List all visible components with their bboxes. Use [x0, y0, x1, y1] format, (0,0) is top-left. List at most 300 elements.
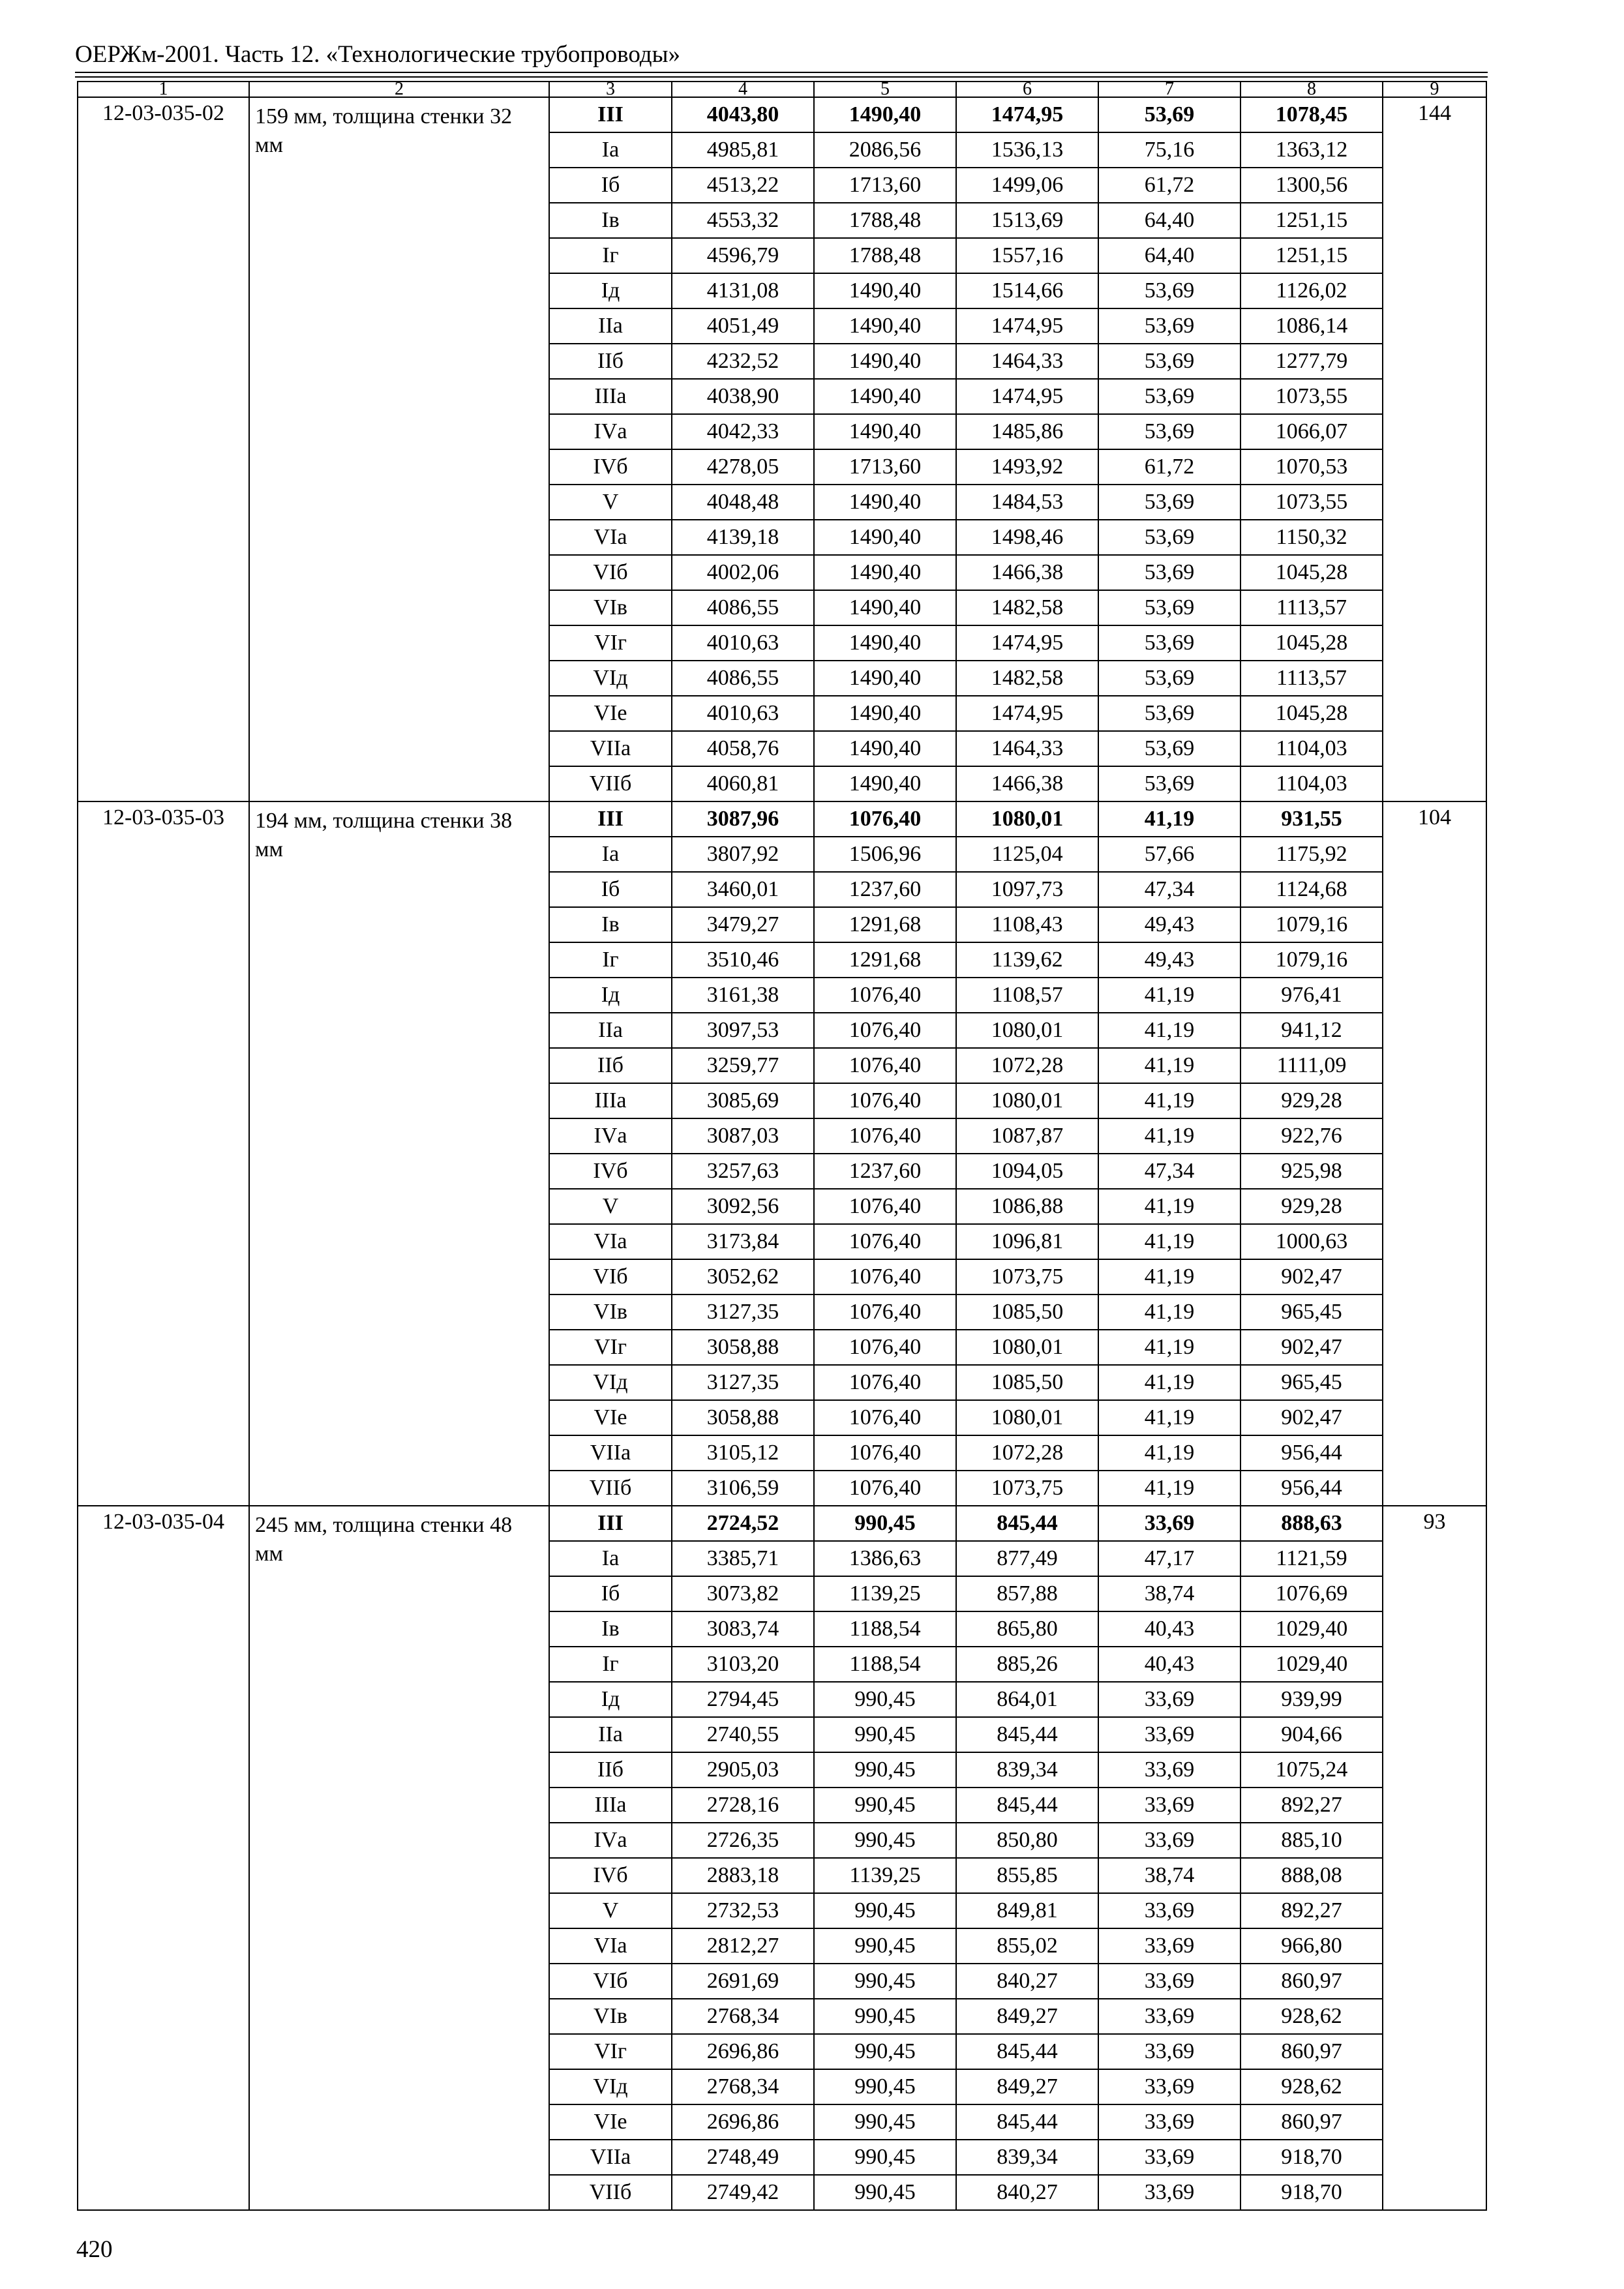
materials-cell: 1079,16 [1241, 942, 1383, 978]
total-cost-cell: 3058,88 [672, 1400, 814, 1435]
materials-cell: 892,27 [1241, 1893, 1383, 1928]
wages-cell: 1490,40 [814, 379, 956, 414]
column-9-value: 144 [1383, 97, 1486, 801]
materials-cell: 941,12 [1241, 1013, 1383, 1048]
materials-cell: 1175,92 [1241, 837, 1383, 872]
machinists-wages-cell: 41,19 [1098, 1048, 1241, 1083]
zone-cell: VIг [549, 1330, 672, 1365]
materials-cell: 1363,12 [1241, 132, 1383, 168]
machines-cell: 1474,95 [956, 696, 1098, 731]
machinists-wages-cell: 64,40 [1098, 203, 1241, 238]
rate-description: 245 мм, толщина стенки 48 мм [249, 1506, 549, 2210]
wages-cell: 1490,40 [814, 520, 956, 555]
materials-cell: 1111,09 [1241, 1048, 1383, 1083]
zone-cell: IIIа [549, 1083, 672, 1118]
wages-cell: 1076,40 [814, 801, 956, 837]
machines-cell: 1080,01 [956, 1013, 1098, 1048]
machines-cell: 1096,81 [956, 1224, 1098, 1259]
total-cost-cell: 3479,27 [672, 907, 814, 942]
machinists-wages-cell: 41,19 [1098, 1224, 1241, 1259]
wages-cell: 1291,68 [814, 907, 956, 942]
wages-cell: 1713,60 [814, 168, 956, 203]
machinists-wages-cell: 33,69 [1098, 2069, 1241, 2104]
wages-cell: 1076,40 [814, 1294, 956, 1330]
zone-cell: IIа [549, 308, 672, 344]
materials-cell: 928,62 [1241, 2069, 1383, 2104]
zone-cell: VIIа [549, 731, 672, 766]
wages-cell: 1076,40 [814, 1365, 956, 1400]
machines-cell: 1080,01 [956, 1330, 1098, 1365]
machines-cell: 845,44 [956, 2104, 1098, 2140]
wages-cell: 1076,40 [814, 978, 956, 1013]
wages-cell: 1076,40 [814, 1083, 956, 1118]
total-cost-cell: 3087,03 [672, 1118, 814, 1154]
materials-cell: 1000,63 [1241, 1224, 1383, 1259]
materials-cell: 939,99 [1241, 1682, 1383, 1717]
zone-cell: IVб [549, 1154, 672, 1189]
machines-cell: 1086,88 [956, 1189, 1098, 1224]
zone-cell: III [549, 1506, 672, 1541]
total-cost-cell: 3092,56 [672, 1189, 814, 1224]
materials-cell: 904,66 [1241, 1717, 1383, 1752]
machinists-wages-cell: 33,69 [1098, 1893, 1241, 1928]
machines-cell: 1557,16 [956, 238, 1098, 273]
materials-cell: 1277,79 [1241, 344, 1383, 379]
machinists-wages-cell: 53,69 [1098, 520, 1241, 555]
zone-cell: Iа [549, 837, 672, 872]
zone-cell: VIб [549, 1259, 672, 1294]
total-cost-cell: 2696,86 [672, 2034, 814, 2069]
materials-cell: 1150,32 [1241, 520, 1383, 555]
materials-cell: 888,63 [1241, 1506, 1383, 1541]
machinists-wages-cell: 47,34 [1098, 1154, 1241, 1189]
machinists-wages-cell: 41,19 [1098, 1471, 1241, 1506]
wages-cell: 1188,54 [814, 1647, 956, 1682]
materials-cell: 1070,53 [1241, 449, 1383, 485]
machines-cell: 1513,69 [956, 203, 1098, 238]
column-number-row [78, 82, 1486, 97]
zone-cell: IVа [549, 1823, 672, 1858]
machinists-wages-cell: 38,74 [1098, 1576, 1241, 1611]
machinists-wages-cell: 57,66 [1098, 837, 1241, 872]
machinists-wages-cell: 41,19 [1098, 1259, 1241, 1294]
machinists-wages-cell: 49,43 [1098, 907, 1241, 942]
wages-cell: 990,45 [814, 1717, 956, 1752]
machinists-wages-cell: 33,69 [1098, 1752, 1241, 1788]
machines-cell: 1139,62 [956, 942, 1098, 978]
materials-cell: 1045,28 [1241, 555, 1383, 590]
machines-cell: 1108,43 [956, 907, 1098, 942]
total-cost-cell: 2768,34 [672, 2069, 814, 2104]
total-cost-cell: 3073,82 [672, 1576, 814, 1611]
machinists-wages-cell: 33,69 [1098, 1964, 1241, 1999]
materials-cell: 1113,57 [1241, 661, 1383, 696]
wages-cell: 1386,63 [814, 1541, 956, 1576]
machinists-wages-cell: 33,69 [1098, 1506, 1241, 1541]
wages-cell: 990,45 [814, 1788, 956, 1823]
machinists-wages-cell: 33,69 [1098, 1717, 1241, 1752]
total-cost-cell: 4596,79 [672, 238, 814, 273]
wages-cell: 1490,40 [814, 766, 956, 801]
materials-cell: 1029,40 [1241, 1611, 1383, 1647]
total-cost-cell: 3259,77 [672, 1048, 814, 1083]
total-cost-cell: 3105,12 [672, 1435, 814, 1471]
table-body [78, 82, 1486, 2210]
machinists-wages-cell: 53,69 [1098, 308, 1241, 344]
zone-cell: IIб [549, 1752, 672, 1788]
machines-cell: 1474,95 [956, 97, 1098, 132]
wages-cell: 1139,25 [814, 1576, 956, 1611]
machinists-wages-cell: 53,69 [1098, 344, 1241, 379]
zone-cell: VIе [549, 1400, 672, 1435]
materials-cell: 860,97 [1241, 2104, 1383, 2140]
materials-cell: 1104,03 [1241, 731, 1383, 766]
zone-cell: Iв [549, 1611, 672, 1647]
wages-cell: 2086,56 [814, 132, 956, 168]
wages-cell: 990,45 [814, 1964, 956, 1999]
total-cost-cell: 4086,55 [672, 590, 814, 625]
machines-cell: 850,80 [956, 1823, 1098, 1858]
machines-cell: 839,34 [956, 2140, 1098, 2175]
wages-cell: 1490,40 [814, 485, 956, 520]
total-cost-cell: 2794,45 [672, 1682, 814, 1717]
zone-cell: VIIб [549, 2175, 672, 2210]
zone-cell: IVб [549, 449, 672, 485]
zone-cell: VIIб [549, 766, 672, 801]
total-cost-cell: 2905,03 [672, 1752, 814, 1788]
machines-cell: 1072,28 [956, 1435, 1098, 1471]
zone-cell: V [549, 485, 672, 520]
page-number: 420 [76, 2236, 113, 2263]
total-cost-cell: 2696,86 [672, 2104, 814, 2140]
materials-cell: 956,44 [1241, 1435, 1383, 1471]
wages-cell: 1076,40 [814, 1259, 956, 1294]
machinists-wages-cell: 33,69 [1098, 2034, 1241, 2069]
materials-cell: 925,98 [1241, 1154, 1383, 1189]
materials-cell: 1113,57 [1241, 590, 1383, 625]
machinists-wages-cell: 47,34 [1098, 872, 1241, 907]
materials-cell: 860,97 [1241, 2034, 1383, 2069]
materials-cell: 1121,59 [1241, 1541, 1383, 1576]
total-cost-cell: 3087,96 [672, 801, 814, 837]
materials-cell: 918,70 [1241, 2175, 1383, 2210]
materials-cell: 929,28 [1241, 1083, 1383, 1118]
rate-code: 12-03-035-04 [78, 1506, 249, 2210]
machinists-wages-cell: 53,69 [1098, 731, 1241, 766]
materials-cell: 885,10 [1241, 1823, 1383, 1858]
zone-cell: IIIа [549, 1788, 672, 1823]
wages-cell: 1490,40 [814, 555, 956, 590]
machinists-wages-cell: 41,19 [1098, 1083, 1241, 1118]
machinists-wages-cell: 41,19 [1098, 1330, 1241, 1365]
machinists-wages-cell: 49,43 [1098, 942, 1241, 978]
zone-cell: IIIа [549, 379, 672, 414]
wages-cell: 1713,60 [814, 449, 956, 485]
materials-cell: 929,28 [1241, 1189, 1383, 1224]
machinists-wages-cell: 41,19 [1098, 1013, 1241, 1048]
machines-cell: 1080,01 [956, 801, 1098, 837]
machines-cell: 1466,38 [956, 766, 1098, 801]
wages-cell: 990,45 [814, 1823, 956, 1858]
machinists-wages-cell: 41,19 [1098, 978, 1241, 1013]
wages-cell: 1237,60 [814, 872, 956, 907]
total-cost-cell: 4051,49 [672, 308, 814, 344]
total-cost-cell: 3127,35 [672, 1294, 814, 1330]
zone-cell: Iд [549, 273, 672, 308]
column-number: 3 [549, 82, 672, 97]
wages-cell: 990,45 [814, 1999, 956, 2034]
machinists-wages-cell: 33,69 [1098, 2104, 1241, 2140]
materials-cell: 902,47 [1241, 1400, 1383, 1435]
machines-cell: 1094,05 [956, 1154, 1098, 1189]
zone-cell: Iв [549, 907, 672, 942]
zone-cell: IIб [549, 344, 672, 379]
total-cost-cell: 3510,46 [672, 942, 814, 978]
wages-cell: 990,45 [814, 2104, 956, 2140]
total-cost-cell: 2748,49 [672, 2140, 814, 2175]
wages-cell: 990,45 [814, 2069, 956, 2104]
machines-cell: 1108,57 [956, 978, 1098, 1013]
machines-cell: 1080,01 [956, 1083, 1098, 1118]
materials-cell: 860,97 [1241, 1964, 1383, 1999]
wages-cell: 1076,40 [814, 1330, 956, 1365]
machinists-wages-cell: 64,40 [1098, 238, 1241, 273]
zone-cell: V [549, 1189, 672, 1224]
wages-cell: 1076,40 [814, 1048, 956, 1083]
table-row [78, 801, 1486, 837]
machinists-wages-cell: 41,19 [1098, 1400, 1241, 1435]
machinists-wages-cell: 53,69 [1098, 379, 1241, 414]
machines-cell: 1474,95 [956, 308, 1098, 344]
total-cost-cell: 4043,80 [672, 97, 814, 132]
zone-cell: VIг [549, 2034, 672, 2069]
header-rule-double [75, 76, 1488, 78]
zone-cell: Iв [549, 203, 672, 238]
machines-cell: 1125,04 [956, 837, 1098, 872]
wages-cell: 1490,40 [814, 344, 956, 379]
machinists-wages-cell: 41,19 [1098, 1294, 1241, 1330]
machines-cell: 849,27 [956, 1999, 1098, 2034]
wages-cell: 1788,48 [814, 203, 956, 238]
materials-cell: 1045,28 [1241, 625, 1383, 661]
wages-cell: 1490,40 [814, 731, 956, 766]
machines-cell: 864,01 [956, 1682, 1098, 1717]
zone-cell: VIе [549, 2104, 672, 2140]
machines-cell: 839,34 [956, 1752, 1098, 1788]
materials-cell: 1104,03 [1241, 766, 1383, 801]
total-cost-cell: 4985,81 [672, 132, 814, 168]
zone-cell: Iг [549, 238, 672, 273]
total-cost-cell: 3807,92 [672, 837, 814, 872]
wages-cell: 1490,40 [814, 308, 956, 344]
wages-cell: 990,45 [814, 1506, 956, 1541]
wages-cell: 1788,48 [814, 238, 956, 273]
materials-cell: 888,08 [1241, 1858, 1383, 1893]
zone-cell: IIа [549, 1013, 672, 1048]
total-cost-cell: 2724,52 [672, 1506, 814, 1541]
wages-cell: 990,45 [814, 1752, 956, 1788]
total-cost-cell: 3161,38 [672, 978, 814, 1013]
wages-cell: 1076,40 [814, 1400, 956, 1435]
zone-cell: Iг [549, 1647, 672, 1682]
wages-cell: 1139,25 [814, 1858, 956, 1893]
materials-cell: 965,45 [1241, 1294, 1383, 1330]
materials-cell: 931,55 [1241, 801, 1383, 837]
machines-cell: 1087,87 [956, 1118, 1098, 1154]
total-cost-cell: 2732,53 [672, 1893, 814, 1928]
machines-cell: 1080,01 [956, 1400, 1098, 1435]
header-rule [75, 72, 1488, 73]
zone-cell: Iб [549, 872, 672, 907]
zone-cell: VIIб [549, 1471, 672, 1506]
machines-cell: 1474,95 [956, 625, 1098, 661]
machines-cell: 1073,75 [956, 1259, 1098, 1294]
total-cost-cell: 4010,63 [672, 625, 814, 661]
total-cost-cell: 2749,42 [672, 2175, 814, 2210]
machines-cell: 1499,06 [956, 168, 1098, 203]
rate-code: 12-03-035-02 [78, 97, 249, 801]
wages-cell: 1490,40 [814, 590, 956, 625]
machines-cell: 845,44 [956, 1788, 1098, 1823]
wages-cell: 1291,68 [814, 942, 956, 978]
total-cost-cell: 4232,52 [672, 344, 814, 379]
machines-cell: 885,26 [956, 1647, 1098, 1682]
materials-cell: 902,47 [1241, 1330, 1383, 1365]
materials-cell: 922,76 [1241, 1118, 1383, 1154]
total-cost-cell: 4513,22 [672, 168, 814, 203]
zone-cell: III [549, 97, 672, 132]
machines-cell: 1085,50 [956, 1365, 1098, 1400]
materials-cell: 1251,15 [1241, 203, 1383, 238]
machines-cell: 840,27 [956, 1964, 1098, 1999]
zone-cell: IVа [549, 414, 672, 449]
zone-cell: Iд [549, 1682, 672, 1717]
total-cost-cell: 4278,05 [672, 449, 814, 485]
machinists-wages-cell: 40,43 [1098, 1611, 1241, 1647]
wages-cell: 1076,40 [814, 1471, 956, 1506]
machines-cell: 1485,86 [956, 414, 1098, 449]
total-cost-cell: 2728,16 [672, 1788, 814, 1823]
materials-cell: 1124,68 [1241, 872, 1383, 907]
materials-cell: 976,41 [1241, 978, 1383, 1013]
rates-table [77, 81, 1487, 2211]
machines-cell: 1482,58 [956, 661, 1098, 696]
zone-cell: Iа [549, 1541, 672, 1576]
zone-cell: VIб [549, 555, 672, 590]
total-cost-cell: 3173,84 [672, 1224, 814, 1259]
materials-cell: 1086,14 [1241, 308, 1383, 344]
page-header-title: ОЕРЖм-2001. Часть 12. «Технологические трубопроводы» [75, 41, 680, 68]
machines-cell: 1498,46 [956, 520, 1098, 555]
materials-cell: 1073,55 [1241, 379, 1383, 414]
wages-cell: 1188,54 [814, 1611, 956, 1647]
machines-cell: 1474,95 [956, 379, 1098, 414]
total-cost-cell: 4010,63 [672, 696, 814, 731]
materials-cell: 1045,28 [1241, 696, 1383, 731]
column-9-value: 104 [1383, 801, 1486, 1506]
total-cost-cell: 2691,69 [672, 1964, 814, 1999]
rate-description: 194 мм, толщина стенки 38 мм [249, 801, 549, 1506]
machines-cell: 1514,66 [956, 273, 1098, 308]
machines-cell: 1484,53 [956, 485, 1098, 520]
zone-cell: Iа [549, 132, 672, 168]
machines-cell: 855,02 [956, 1928, 1098, 1964]
machines-cell: 1466,38 [956, 555, 1098, 590]
materials-cell: 1073,55 [1241, 485, 1383, 520]
machinists-wages-cell: 53,69 [1098, 97, 1241, 132]
zone-cell: VIа [549, 1928, 672, 1964]
machinists-wages-cell: 53,69 [1098, 414, 1241, 449]
materials-cell: 892,27 [1241, 1788, 1383, 1823]
materials-cell: 918,70 [1241, 2140, 1383, 2175]
table-row [78, 1506, 1486, 1541]
zone-cell: VIIа [549, 1435, 672, 1471]
machinists-wages-cell: 41,19 [1098, 1435, 1241, 1471]
column-number: 2 [249, 82, 549, 97]
zone-cell: IVб [549, 1858, 672, 1893]
machinists-wages-cell: 53,69 [1098, 555, 1241, 590]
wages-cell: 1490,40 [814, 97, 956, 132]
materials-cell: 1251,15 [1241, 238, 1383, 273]
total-cost-cell: 3106,59 [672, 1471, 814, 1506]
column-number: 8 [1241, 82, 1383, 97]
total-cost-cell: 4131,08 [672, 273, 814, 308]
total-cost-cell: 3460,01 [672, 872, 814, 907]
machines-cell: 877,49 [956, 1541, 1098, 1576]
rate-description: 159 мм, толщина стенки 32 мм [249, 97, 549, 801]
materials-cell: 1066,07 [1241, 414, 1383, 449]
total-cost-cell: 2740,55 [672, 1717, 814, 1752]
machines-cell: 865,80 [956, 1611, 1098, 1647]
total-cost-cell: 4086,55 [672, 661, 814, 696]
machinists-wages-cell: 33,69 [1098, 1682, 1241, 1717]
wages-cell: 1490,40 [814, 625, 956, 661]
wages-cell: 1076,40 [814, 1224, 956, 1259]
machinists-wages-cell: 38,74 [1098, 1858, 1241, 1893]
column-number: 7 [1098, 82, 1241, 97]
wages-cell: 1076,40 [814, 1013, 956, 1048]
machines-cell: 1493,92 [956, 449, 1098, 485]
zone-cell: VIд [549, 661, 672, 696]
zone-cell: Iд [549, 978, 672, 1013]
materials-cell: 928,62 [1241, 1999, 1383, 2034]
zone-cell: VIе [549, 696, 672, 731]
machines-cell: 845,44 [956, 2034, 1098, 2069]
machinists-wages-cell: 53,69 [1098, 625, 1241, 661]
total-cost-cell: 2883,18 [672, 1858, 814, 1893]
wages-cell: 1490,40 [814, 661, 956, 696]
wages-cell: 990,45 [814, 2140, 956, 2175]
column-number: 4 [672, 82, 814, 97]
machinists-wages-cell: 33,69 [1098, 1999, 1241, 2034]
total-cost-cell: 4038,90 [672, 379, 814, 414]
zone-cell: VIа [549, 1224, 672, 1259]
zone-cell: VIб [549, 1964, 672, 1999]
zone-cell: III [549, 801, 672, 837]
column-9-value: 93 [1383, 1506, 1486, 2210]
column-number: 6 [956, 82, 1098, 97]
column-number: 5 [814, 82, 956, 97]
materials-cell: 965,45 [1241, 1365, 1383, 1400]
machines-cell: 849,81 [956, 1893, 1098, 1928]
wages-cell: 1076,40 [814, 1118, 956, 1154]
machines-cell: 840,27 [956, 2175, 1098, 2210]
materials-cell: 956,44 [1241, 1471, 1383, 1506]
wages-cell: 1490,40 [814, 414, 956, 449]
machinists-wages-cell: 33,69 [1098, 2175, 1241, 2210]
materials-cell: 1029,40 [1241, 1647, 1383, 1682]
wages-cell: 990,45 [814, 1682, 956, 1717]
